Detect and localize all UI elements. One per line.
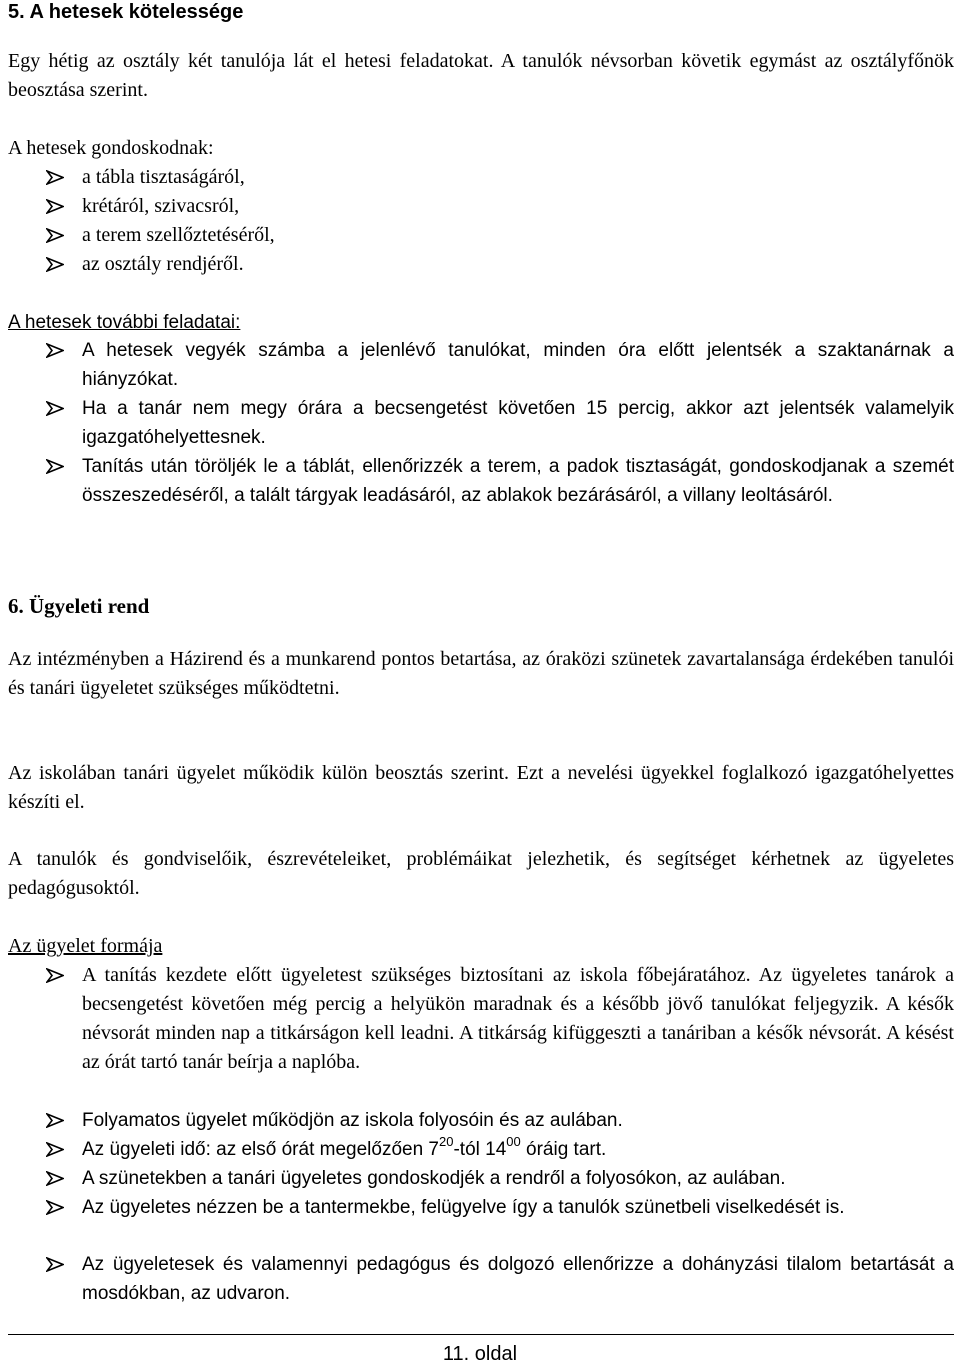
time-superscript: 20 (439, 1133, 454, 1149)
ugyelet-paragraph-2: Az iskolában tanári ügyelet működik külön beosztás szerint. Ezt a nevelési ügyekkel foglalkozó igazgatóhelyettes készíti el. (8, 762, 954, 813)
arrow-bullet-icon (46, 1113, 64, 1128)
ugyelet-paragraph-3: A tanulók és gondviselőik, észrevételeiket, problémáikat jelezhetik, és segítséget kérhetnek az ügyeletes pedagógusoktól. (8, 848, 954, 899)
task-item-text: Tanítás után töröljék le a táblát, ellenőrizzék a terem, a padok tisztaságát, gondoskodjanak a szemét összeszedéséről, a talált tárgyak leadásáról, az ablakok bezárásáról, a villany leoltásáról. (82, 456, 954, 506)
arrow-bullet-icon (46, 199, 64, 214)
arrow-bullet-icon (46, 343, 64, 358)
care-item-text: a tábla tisztaságáról, (82, 166, 245, 188)
form-item-text: Az ügyeleti idő: az első órát megelőzően 7 (82, 1139, 439, 1160)
arrow-bullet-icon (46, 401, 64, 416)
form-item-text: Folyamatos ügyelet működjön az iskola folyosóin és az aulában. (82, 1110, 623, 1131)
arrow-bullet-icon (46, 257, 64, 272)
arrow-bullet-icon (46, 228, 64, 243)
arrow-bullet-icon (46, 170, 64, 185)
section-5-title: 5. A hetesek kötelessége (8, 1, 244, 23)
arrow-bullet-icon (46, 459, 64, 474)
list-item (82, 1164, 954, 1193)
task-item-text: Ha a tanár nem megy órára a becsengetést követően 15 percig, akkor azt jelentsék valamelyik igazgatóhelyettesnek. (82, 398, 954, 448)
tasks-heading: A hetesek további feladatai: (8, 312, 241, 333)
time-superscript: 00 (506, 1133, 521, 1149)
list-item (82, 394, 954, 452)
list-item (82, 336, 954, 394)
section-6-title: 6. Ügyeleti rend (8, 594, 150, 618)
task-item-text: A hetesek vegyék számba a jelenlévő tanulókat, minden óra előtt jelentsék a szaktanárnak a hiányzókat. (82, 340, 954, 390)
page-number: 11. oldal (442, 1343, 518, 1365)
list-item (82, 1193, 954, 1222)
list-item (82, 452, 954, 510)
footer-divider (8, 1334, 954, 1335)
form-item-text: A szünetekben a tanári ügyeletes gondoskodjék a rendről a folyosókon, az aulában. (82, 1168, 786, 1189)
care-item-text: krétáról, szivacsról, (82, 195, 240, 217)
list-item (82, 250, 954, 279)
ugyelet-paragraph-1: Az intézményben a Házirend és a munkarend pontos betartása, az óraközi szünetek zavartalansága érdekében tanulói és tanári ügyeletet szükséges működtetni. (8, 648, 954, 699)
form-item-text: óráig tart. (520, 1139, 607, 1160)
form-item-text: Az ügyeletes nézzen be a tantermekbe, felügyelve így a tanulók szünetbeli viselkedését is. (82, 1197, 845, 1218)
list-item (82, 221, 954, 250)
care-item-text: a terem szellőztetéséről, (82, 224, 275, 246)
list-item (82, 163, 954, 192)
list-item (82, 1250, 954, 1308)
form-item-text: -tól 14 (453, 1139, 507, 1160)
section-5-intro: Egy hétig az osztály két tanulója lát el hetesi feladatokat. A tanulók névsorban követik egymást az osztályfőnök beosztása szerint. (8, 50, 954, 101)
arrow-bullet-icon (46, 1142, 64, 1157)
list-item (82, 1135, 954, 1164)
list-item (82, 192, 954, 221)
arrow-bullet-icon (46, 1257, 64, 1272)
arrow-bullet-icon (46, 1171, 64, 1186)
care-item-text: az osztály rendjéről. (82, 253, 244, 275)
form-heading: Az ügyelet formája (8, 935, 163, 957)
form-item-text: A tanítás kezdete előtt ügyeletest szükséges biztosítani az iskola főbejáratához. Az ügyeletes tanárok a becsengetést követően még percig a helyükön maradnak és a később jövő tanulókat feljegyzik. A késők névsorát minden nap a titkárságon kell leadni. A titkárság kifüggeszti a tanáriban a késők névsorát. A késést az órát tartó tanár beírja a naplóba. (82, 964, 954, 1073)
arrow-bullet-icon (46, 968, 64, 983)
list-item (82, 1106, 954, 1135)
list-item (82, 961, 954, 1077)
care-heading: A hetesek gondoskodnak: (8, 137, 214, 159)
arrow-bullet-icon (46, 1200, 64, 1215)
form-item-text: Az ügyeletesek és valamennyi pedagógus és dolgozó ellenőrizze a dohányzási tilalom betartását a mosdókban, az udvaron. (82, 1254, 954, 1304)
